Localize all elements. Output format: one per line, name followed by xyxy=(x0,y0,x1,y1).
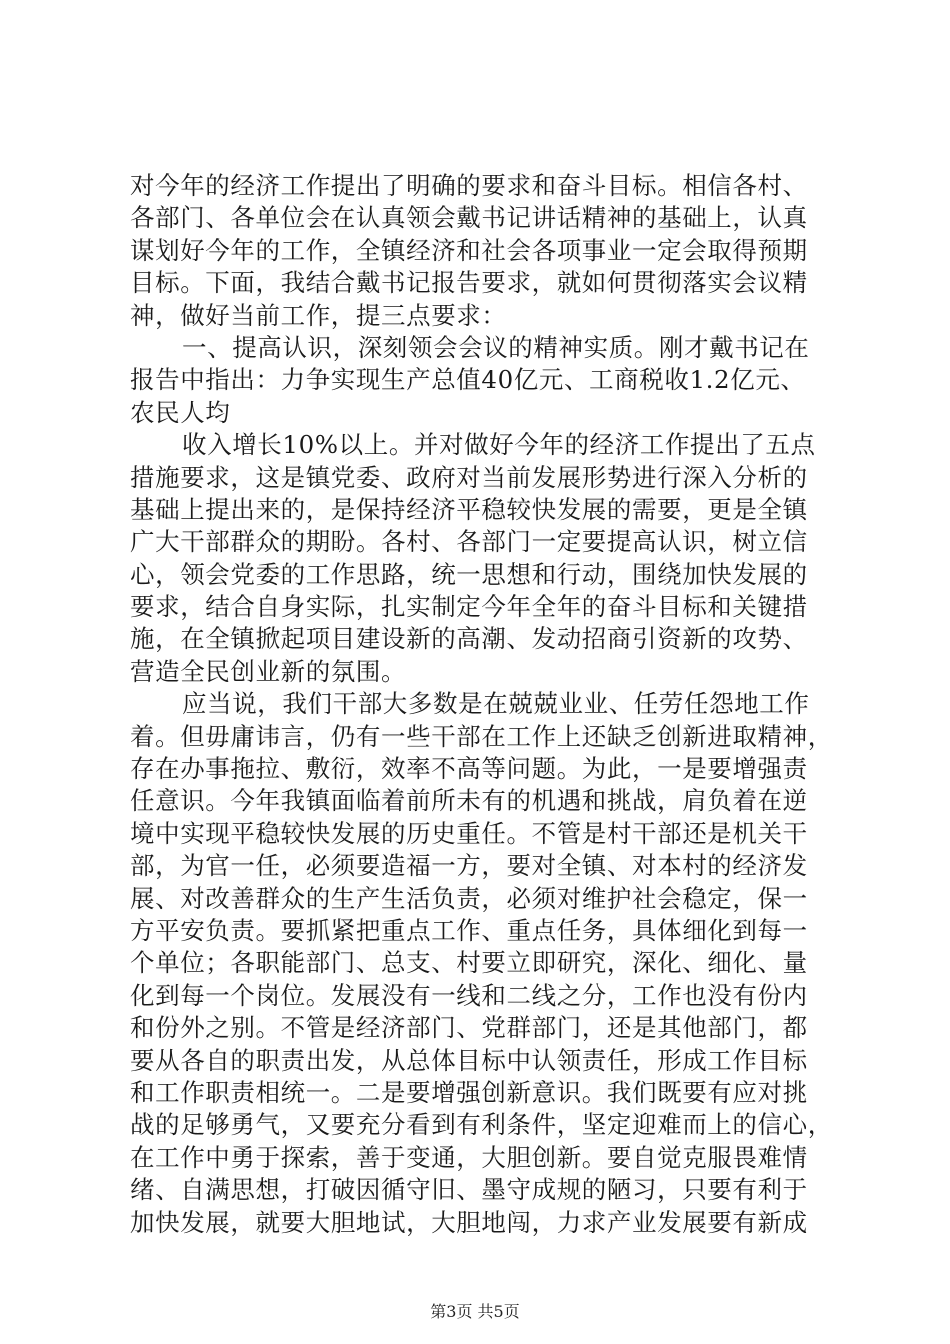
text-line: 境中实现平稳较快发展的历史重任。不管是村干部还是机关干 xyxy=(130,818,808,848)
page-number-footer: 第3页 共5页 xyxy=(430,1302,520,1321)
text-line: 化到每一个岗位。发展没有一线和二线之分，工作也没有份内 xyxy=(130,980,808,1010)
text-line: 营造全民创业新的氛围。 xyxy=(130,656,407,686)
text-line: 和份外之别。不管是经济部门、党群部门，还是其他部门，都 xyxy=(130,1013,808,1043)
text-line: 展、对改善群众的生产生活负责，必须对维护社会稳定，保一 xyxy=(130,883,808,913)
text-line: 要从各自的职责出发，从总体目标中认领责任，形成工作目标 xyxy=(130,1045,808,1075)
text-line: 心，领会党委的工作思路，统一思想和行动，围绕加快发展的 xyxy=(130,559,808,589)
paragraph-first-line: 应当说，我们干部大多数是在兢兢业业、任劳任怨地工作 xyxy=(182,689,810,719)
text-line: 施，在全镇掀起项目建设新的高潮、发动招商引资新的攻势、 xyxy=(130,624,808,654)
text-line: 和工作职责相统一。二是要增强创新意识。我们既要有应对挑 xyxy=(130,1077,808,1107)
text-line: 目标。下面，我结合戴书记报告要求，就如何贯彻落实会议精 xyxy=(130,268,808,298)
text-line: 农民人均 xyxy=(130,397,231,427)
text-line: 各部门、各单位会在认真领会戴书记讲话精神的基础上，认真 xyxy=(130,203,808,233)
text-line: 任意识。今年我镇面临着前所未有的机遇和挑战，肩负着在逆 xyxy=(130,786,808,816)
paragraph-first-line: 收入增长10%以上。并对做好今年的经济工作提出了五点 xyxy=(182,430,816,460)
text-line: 在工作中勇于探索，善于变通，大胆创新。要自觉克服畏难情 xyxy=(130,1142,808,1172)
text-line: 个单位；各职能部门、总支、村要立即研究，深化、细化、量 xyxy=(130,948,808,978)
text-line: 存在办事拖拉、敷衍，效率不高等问题。为此，一是要增强责 xyxy=(130,754,808,784)
text-line: 部，为官一任，必须要造福一方，要对全镇、对本村的经济发 xyxy=(130,851,808,881)
text-line: 神，做好当前工作，提三点要求： xyxy=(130,300,507,330)
text-line: 基础上提出来的，是保持经济平稳较快发展的需要，更是全镇 xyxy=(130,494,808,524)
text-line: 广大干部群众的期盼。各村、各部门一定要提高认识，树立信 xyxy=(130,527,808,557)
paragraph-first-line: 一、提高认识，深刻领会会议的精神实质。刚才戴书记在 xyxy=(182,332,810,362)
text-line: 对今年的经济工作提出了明确的要求和奋斗目标。相信各村、 xyxy=(130,171,808,200)
text-line: 谋划好今年的工作，全镇经济和社会各项事业一定会取得预期 xyxy=(130,235,808,265)
text-line: 加快发展，就要大胆地试，大胆地闯，力求产业发展要有新成 xyxy=(130,1207,808,1237)
body-text xyxy=(130,170,833,1239)
text-line: 措施要求，这是镇党委、政府对当前发展形势进行深入分析的 xyxy=(130,462,808,492)
text-line: 报告中指出：力争实现生产总值40亿元、工商税收1.2亿元、 xyxy=(130,365,806,395)
text-line: 绪、自满思想，打破因循守旧、墨守成规的陋习，只要有利于 xyxy=(130,1175,808,1205)
text-line: 要求，结合自身实际，扎实制定今年全年的奋斗目标和关键措 xyxy=(130,592,808,622)
text-line: 战的足够勇气，又要充分看到有利条件，坚定迎难而上的信心， xyxy=(130,1110,833,1140)
text-line: 着。但毋庸讳言，仍有一些干部在工作上还缺乏创新进取精神， xyxy=(130,721,833,751)
text-line: 方平安负责。要抓紧把重点工作、重点任务，具体细化到每一 xyxy=(130,915,808,945)
